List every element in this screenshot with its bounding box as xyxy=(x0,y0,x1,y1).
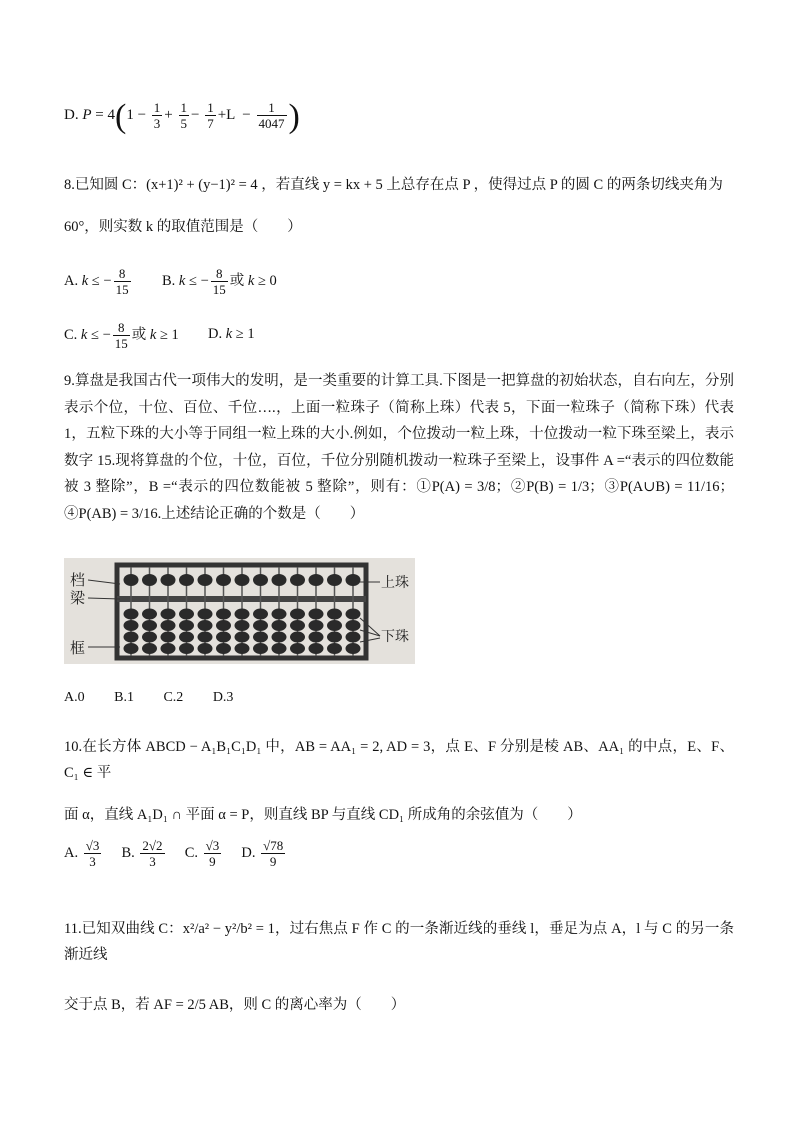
lower-bead xyxy=(161,643,176,654)
lower-bead xyxy=(124,620,139,631)
lower-bead xyxy=(290,620,305,631)
q9-option-b: B.1 xyxy=(114,690,134,705)
upper-bead xyxy=(142,574,157,586)
lower-bead xyxy=(179,620,194,631)
lower-bead xyxy=(198,620,213,631)
upper-bead xyxy=(346,574,361,586)
lower-bead xyxy=(327,643,342,654)
q9-option-d: D.3 xyxy=(212,690,234,705)
q8-option-c: C. k ≤ − $\frac{8}{15}$ 或 k ≥ 1 xyxy=(64,320,179,351)
lower-bead xyxy=(290,632,305,643)
lower-bead xyxy=(290,609,305,620)
upper-bead xyxy=(309,574,324,586)
q11-stem xyxy=(64,916,734,1018)
lower-bead xyxy=(327,632,342,643)
q10-stem xyxy=(64,734,734,828)
lower-bead xyxy=(235,632,250,643)
lower-bead xyxy=(161,632,176,643)
lower-bead xyxy=(235,643,250,654)
lower-bead xyxy=(124,609,139,620)
lower-bead xyxy=(253,620,268,631)
q8-option-a: A. k ≤ − $\frac{8}{15}$ xyxy=(64,266,129,297)
upper-bead xyxy=(253,574,268,586)
label-liang: 梁 xyxy=(70,590,86,607)
lower-bead xyxy=(179,632,194,643)
q7-option-d: D. P = 4(1 − $\frac{1}{3}$ + $\frac{1}{5}$ − $\frac{1}{7}$ +L − $\frac{1}{4047}$ ) xyxy=(64,98,300,135)
q8-stem xyxy=(64,172,734,240)
abacus-drawing xyxy=(64,558,415,664)
upper-bead xyxy=(235,574,250,586)
label-kuang: 框 xyxy=(70,640,86,657)
lower-bead xyxy=(309,620,324,631)
lower-bead xyxy=(142,609,157,620)
upper-bead xyxy=(327,574,342,586)
lower-bead xyxy=(142,632,157,643)
q11-stem-line2: 交于点 B，若 AF = 2/5 AB，则 C 的离心率为（ ） xyxy=(64,997,406,1013)
lower-bead xyxy=(179,643,194,654)
upper-bead xyxy=(161,574,176,586)
q8-stem-line1: 8.已知圆 C：(x+1)² + (y−1)² = 4 ，若直线 y = kx + 5 上总存在点 P ，使得过点 P 的圆 C 的两条切线夹角为 xyxy=(64,177,723,193)
upper-bead xyxy=(198,574,213,586)
lower-bead xyxy=(346,643,361,654)
label-dang: 档 xyxy=(70,572,86,589)
lower-bead xyxy=(253,609,268,620)
lower-bead xyxy=(124,643,139,654)
lower-bead xyxy=(216,632,231,643)
lower-bead xyxy=(216,620,231,631)
lower-bead xyxy=(142,620,157,631)
lower-bead xyxy=(309,609,324,620)
upper-bead xyxy=(124,574,139,586)
upper-bead xyxy=(290,574,305,586)
q10-stem-line2: 面 α，直线 A₁D₁ ∩ 平面 α = P，则直线 BP 与直线 CD₁ 所成角的余弦值为（ ） xyxy=(64,807,582,823)
lower-bead xyxy=(346,620,361,631)
abacus-figure xyxy=(64,558,415,664)
lower-bead xyxy=(272,643,287,654)
lower-bead xyxy=(124,632,139,643)
lower-bead xyxy=(346,632,361,643)
lower-bead xyxy=(309,643,324,654)
q10-stem-line1: 10.在长方体 ABCD − A₁B₁C₁D₁ 中，AB = AA₁ = 2, AD = 3，点 E、F 分别是棱 AB、AA₁ 的中点，E、F、C₁ ∈ 平 xyxy=(64,739,734,781)
q8-stem-line2: 60°，则实数 k 的取值范围是（ ） xyxy=(64,219,302,235)
lower-bead xyxy=(142,643,157,654)
lower-bead xyxy=(198,632,213,643)
q10-options: A. $\frac{√3}{3}$ B. $\frac{2√2}{3}$ C. $\frac{√3}{9}$ D. $\frac{√78}{9}$ xyxy=(64,838,284,869)
lower-bead xyxy=(161,609,176,620)
lower-bead xyxy=(272,620,287,631)
lower-bead xyxy=(309,632,324,643)
lower-bead xyxy=(327,609,342,620)
q9-stem: 9.算盘是我国古代一项伟大的发明，是一类重要的计算工具.下图是一把算盘的初始状态，自右向左，分别表示个位，十位、百位、千位….，上面一粒珠子（简称上珠）代表 5，下面一粒珠子（简称下珠）代表 1，五粒下珠的大小等于同组一粒上珠的大小.例如，个位拨动一粒上珠，十位拨动一粒下珠至梁上，表示数字 15.现将算盘的个位，十位，百位，千位分别随机拨动一粒珠子至梁上，设事件 A =“表示的四位数能被 3 整除”，B =“表示的四位数能被 5 整除”，则有：①P(A) = 3/8；②P(B) = 1/3；③P(A∪B) = 11/16；④P(AB) = 3/16.上述结论正确的个数是（ ） xyxy=(64,373,734,522)
q9-option-a: A.0 xyxy=(64,690,85,705)
lower-bead xyxy=(235,609,250,620)
upper-bead xyxy=(216,574,231,586)
label-upper-bead: 上珠 xyxy=(381,574,409,590)
q8-option-b: B. k ≤ − $\frac{8}{15}$ 或 k ≥ 0 xyxy=(162,266,277,297)
lower-bead xyxy=(272,609,287,620)
lower-bead xyxy=(198,609,213,620)
label-lower-bead: 下珠 xyxy=(381,628,409,644)
lower-bead xyxy=(327,620,342,631)
q8-option-d: D. k ≥ 1 xyxy=(208,326,255,342)
q9-option-c: C.2 xyxy=(163,690,184,705)
upper-bead xyxy=(179,574,194,586)
lower-bead xyxy=(235,620,250,631)
lower-bead xyxy=(253,632,268,643)
lower-bead xyxy=(161,620,176,631)
q11-stem-line1: 11.已知双曲线 C：x²/a² − y²/b² = 1，过右焦点 F 作 C 的一条渐近线的垂线 l，垂足为点 A，l 与 C 的另一条渐近线 xyxy=(64,921,734,963)
lower-bead xyxy=(198,643,213,654)
lower-bead xyxy=(290,643,305,654)
lower-bead xyxy=(272,632,287,643)
q9-options xyxy=(64,690,233,706)
lower-bead xyxy=(216,643,231,654)
upper-bead xyxy=(272,574,287,586)
lower-bead xyxy=(179,609,194,620)
lower-bead xyxy=(253,643,268,654)
lower-bead xyxy=(216,609,231,620)
lower-bead xyxy=(346,609,361,620)
